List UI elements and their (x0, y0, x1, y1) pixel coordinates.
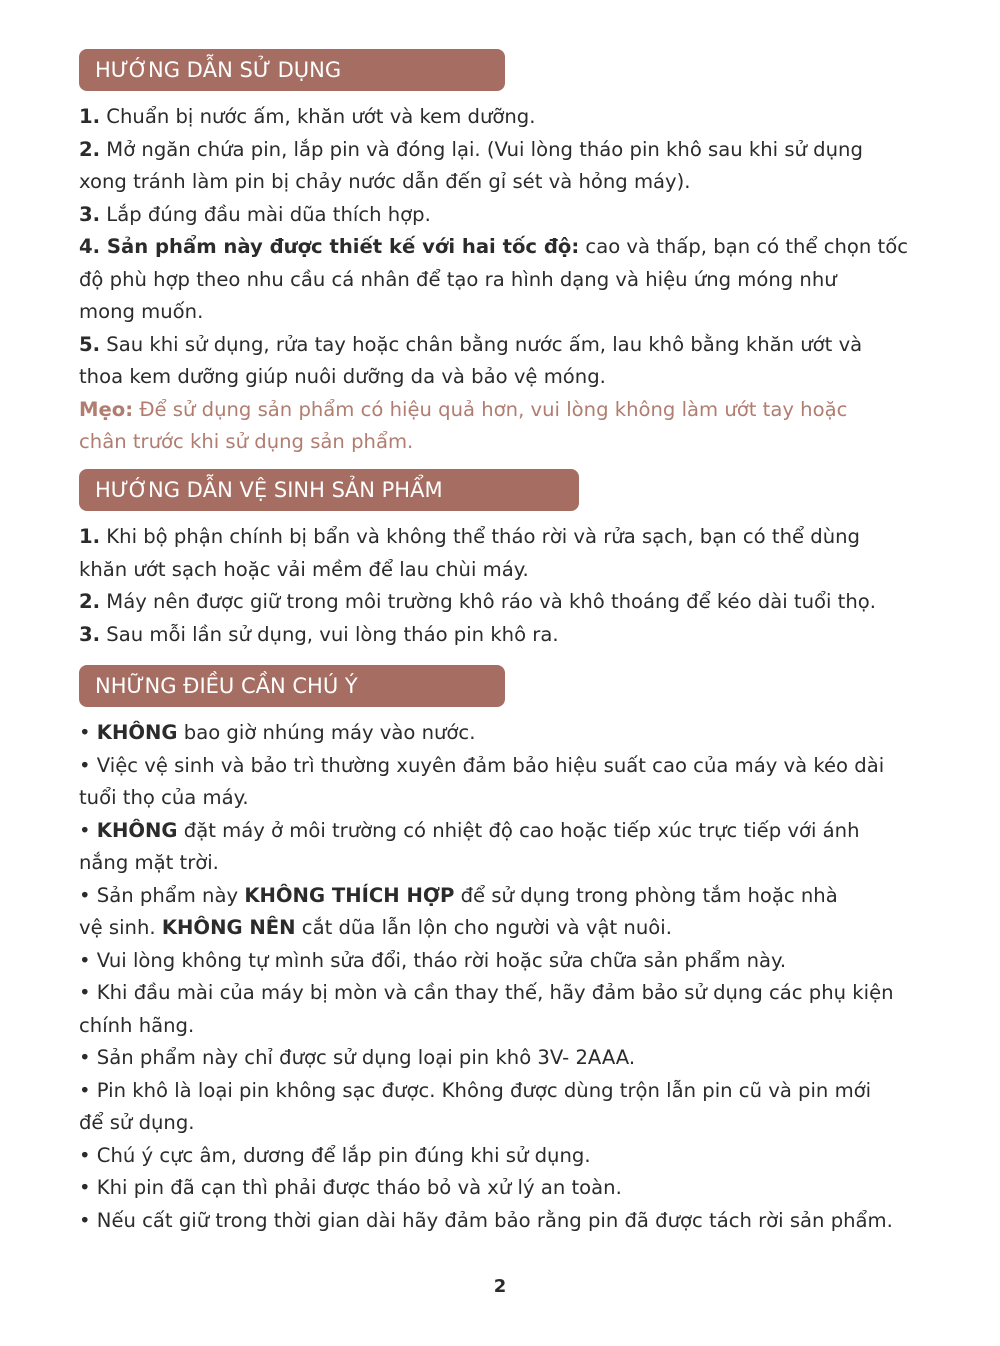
bullet-item: • KHÔNG bao giờ nhúng máy vào nước. (79, 721, 476, 744)
bullet-item-continuation: chính hãng. (79, 1013, 195, 1037)
caution-list (79, 717, 929, 1237)
bullet-item-continuation: nắng mặt trời. (79, 851, 219, 874)
bullet-item: • KHÔNG đặt máy ở môi trường có nhiệt độ cao hoặc tiếp xúc trực tiếp với ánh (79, 818, 860, 842)
list-item: 1. Khi bộ phận chính bị bẩn và không thể tháo rời và rửa sạch, bạn có thể dùng (79, 525, 860, 548)
cleaning-instructions (79, 521, 929, 651)
list-item-continuation: thoa kem dưỡng giúp nuôi dưỡng da và bảo vệ móng. (79, 365, 606, 388)
bullet-item: • Khi đầu mài của máy bị mòn và cần thay thế, hãy đảm bảo sử dụng các phụ kiện (79, 981, 894, 1004)
list-item: 3. Lắp đúng đầu mài dũa thích hợp. (79, 202, 431, 226)
list-item-continuation: mong muốn. (79, 300, 204, 323)
list-item: 4. Sản phẩm này được thiết kế với hai tốc độ: cao và thấp, bạn có thể chọn tốc (79, 235, 908, 258)
page-number: 2 (493, 1276, 507, 1297)
list-item: 3. Sau mỗi lần sử dụng, vui lòng tháo pin khô ra. (79, 622, 559, 646)
bullet-item-continuation: để sử dụng. (79, 1111, 195, 1134)
bullet-item: • Khi pin đã cạn thì phải được tháo bỏ và xử lý an toàn. (79, 1176, 622, 1199)
section-header-usage: HƯỚNG DẪN SỬ DỤNG (79, 49, 505, 91)
list-item-continuation: độ phù hợp theo nhu cầu cá nhân để tạo ra hình dạng và hiệu ứng móng như (79, 267, 837, 291)
tip-note: Mẹo: Để sử dụng sản phẩm có hiệu quả hơn, vui lòng không làm ướt tay hoặc (79, 397, 848, 421)
bullet-item-continuation: vệ sinh. KHÔNG NÊN cắt dũa lẫn lộn cho người và vật nuôi. (79, 916, 672, 939)
list-item-continuation: khăn ướt sạch hoặc vải mềm để lau chùi máy. (79, 557, 529, 581)
usage-instructions (79, 101, 929, 459)
tip-note-continuation: chân trước khi sử dụng sản phẩm. (79, 430, 414, 453)
list-item: 1. Chuẩn bị nước ấm, khăn ướt và kem dưỡng. (79, 105, 536, 128)
list-item: 5. Sau khi sử dụng, rửa tay hoặc chân bằng nước ấm, lau khô bằng khăn ướt và (79, 332, 863, 356)
bullet-item: • Việc vệ sinh và bảo trì thường xuyên đảm bảo hiệu suất cao của máy và kéo dài (79, 753, 885, 777)
bullet-item: • Sản phẩm này chỉ được sử dụng loại pin khô 3V- 2AAA. (79, 1046, 636, 1069)
bullet-item: • Nếu cất giữ trong thời gian dài hãy đảm bảo rằng pin đã được tách rời sản phẩm. (79, 1208, 893, 1232)
bullet-item-continuation: tuổi thọ của máy. (79, 786, 249, 809)
list-item-continuation: xong tránh làm pin bị chảy nước dẫn đến gỉ sét và hỏng máy). (79, 170, 691, 193)
section-header-cautions: NHỮNG ĐIỀU CẦN CHÚ Ý (79, 665, 505, 707)
bullet-item: • Pin khô là loại pin không sạc được. Không được dùng trộn lẫn pin cũ và pin mới (79, 1078, 872, 1102)
bullet-item: • Vui lòng không tự mình sửa đổi, tháo rời hoặc sửa chữa sản phẩm này. (79, 948, 787, 972)
section-header-cleaning: HƯỚNG DẪN VỆ SINH SẢN PHẨM (79, 469, 579, 511)
bullet-item: • Sản phẩm này KHÔNG THÍCH HỢP để sử dụng trong phòng tắm hoặc nhà (79, 883, 838, 907)
list-item: 2. Máy nên được giữ trong môi trường khô ráo và khô thoáng để kéo dài tuổi thọ. (79, 590, 876, 613)
list-item: 2. Mở ngăn chứa pin, lắp pin và đóng lại. (Vui lòng tháo pin khô sau khi sử dụng (79, 137, 863, 161)
bullet-item: • Chú ý cực âm, dương để lắp pin đúng khi sử dụng. (79, 1143, 591, 1167)
